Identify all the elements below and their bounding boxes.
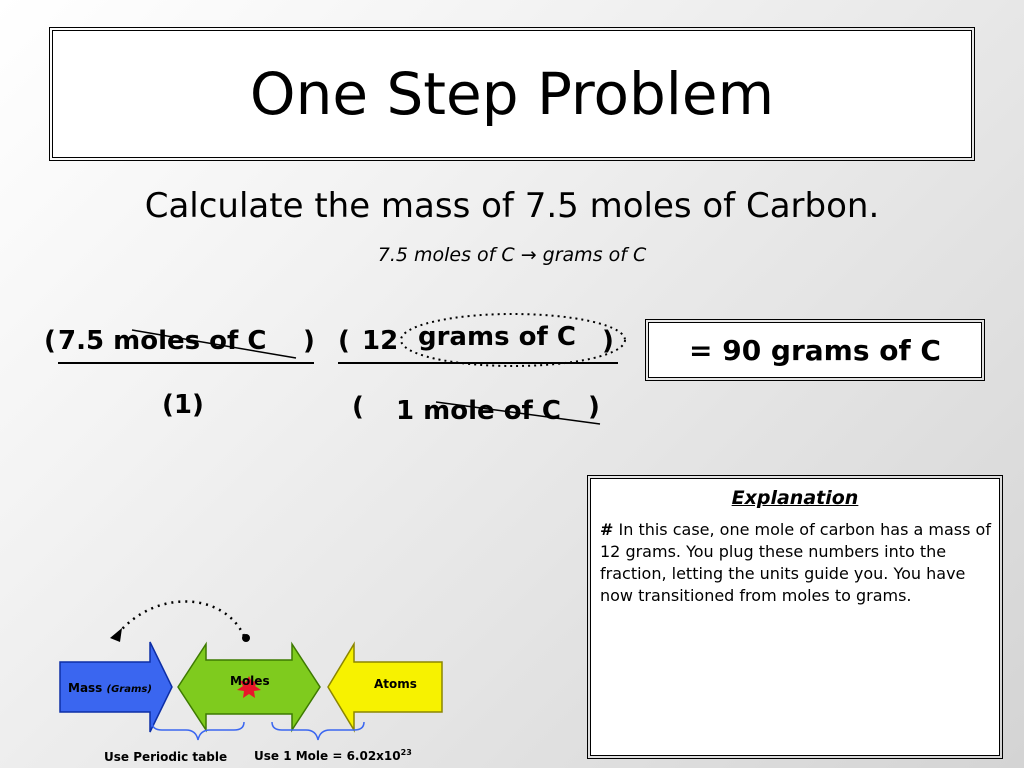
- explanation-body: [600, 519, 992, 607]
- answer-box: [648, 322, 982, 378]
- explanation-box: [590, 478, 1000, 756]
- question-text: Calculate the mass of 7.5 moles of Carbon.: [144, 186, 880, 226]
- calc-close-paren-2: ): [602, 326, 614, 356]
- dotted-circle-icon: [398, 310, 628, 370]
- strike-moles-icon: [130, 328, 300, 360]
- explanation-text: In this case, one mole of carbon has a mass of 12 grams. You plug these numbers into the fraction, letting the units guide you. You have now transitioned from moles to grams.: [600, 520, 991, 605]
- calc-open-paren: (: [44, 326, 56, 356]
- periodic-table-note: Use Periodic table: [104, 750, 228, 764]
- moles-label: Moles: [230, 674, 270, 688]
- avogadro-exponent: 23: [400, 748, 412, 757]
- page-title: One Step Problem: [249, 60, 775, 128]
- calc-numerator-value: 12: [362, 326, 399, 356]
- calc-open-paren-2: (: [338, 326, 350, 356]
- mass-label: [68, 681, 152, 695]
- calc-term-moles: 7.5 moles of C: [58, 326, 267, 356]
- strike-mole-icon: [434, 400, 604, 426]
- explanation-rule-marker: #: [600, 520, 614, 539]
- avogadro-note: [254, 748, 412, 763]
- calc-close-paren: ): [303, 326, 315, 356]
- explanation-heading: Explanation: [731, 487, 859, 509]
- calc-denominator: 1 mole of C: [396, 396, 562, 426]
- answer-text: = 90 grams of C: [689, 333, 941, 367]
- avogadro-note-text: Use 1 Mole = 6.02x10: [254, 749, 401, 763]
- braces-icon: [150, 720, 450, 742]
- title-box: [52, 30, 972, 158]
- mass-unit-text: (Grams): [106, 684, 152, 695]
- fraction-line-left: [58, 362, 314, 364]
- conversion-from: 7.5 moles of C: [377, 244, 515, 266]
- conversion-to: grams of C: [542, 244, 647, 266]
- dotted-curve-arrow-icon: [104, 592, 264, 646]
- calc-grams-of-c: grams of C: [418, 322, 576, 352]
- calc-one: (1): [162, 390, 204, 420]
- arrow-icon: →: [520, 244, 537, 266]
- atoms-label: Atoms: [374, 677, 417, 691]
- mass-label-text: Mass: [68, 681, 103, 695]
- conversion-note: [0, 244, 1024, 266]
- calc-open-paren-3: (: [352, 392, 364, 422]
- calc-close-paren-3: ): [588, 392, 600, 422]
